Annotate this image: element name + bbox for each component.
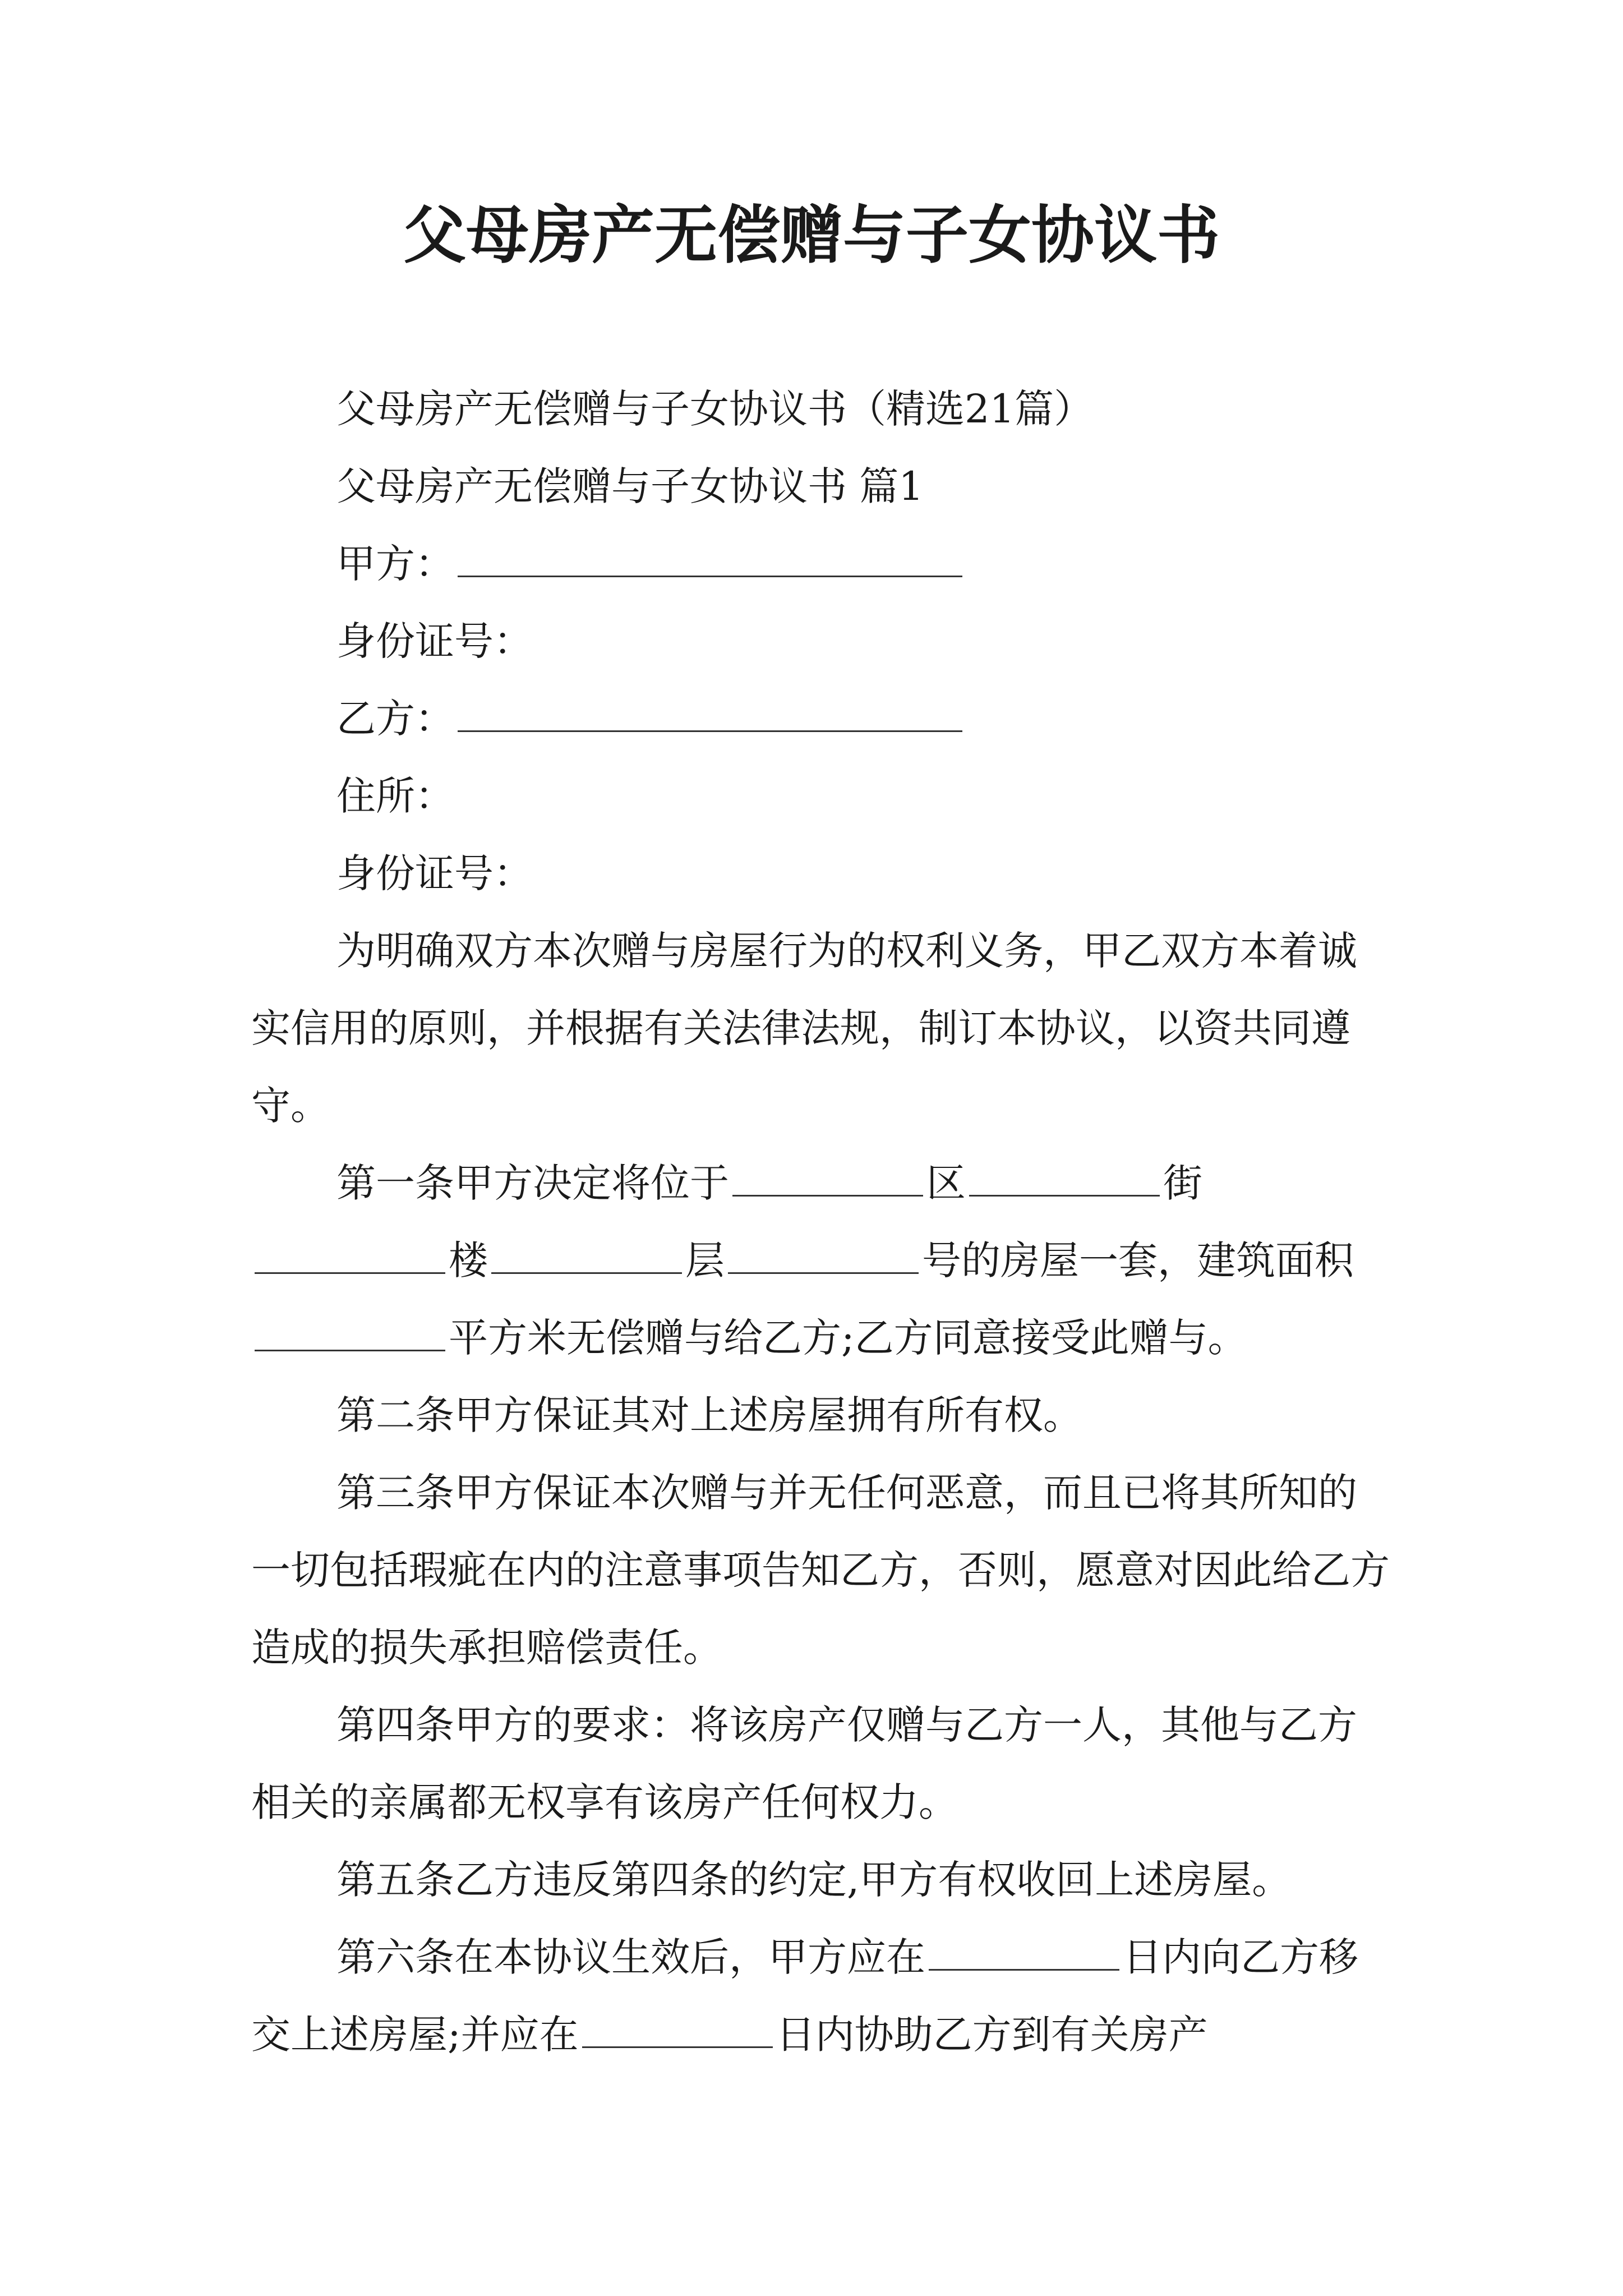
fill-in-blank[interactable] [728, 1233, 919, 1274]
document-title: 父母房产无偿赠与子女协议书 [403, 199, 1220, 272]
paragraph-field [251, 835, 1395, 912]
paragraph-text: 身份证号： [336, 850, 533, 896]
paragraph-text: 第五条乙方违反第四条的约定,甲方有权收回上述房屋。 [336, 1857, 1292, 1903]
paragraph-text: 号的房屋一套，建筑面积 [922, 1237, 1354, 1283]
paragraph-text: 日内向乙方移交上述房屋;并应在 [251, 1934, 1358, 2058]
paragraph-text: 第四条甲方的要求：将该房产仅赠与乙方一人，其他与乙方相关的亲属都无权享有该房产任何权力。 [251, 1702, 1357, 1825]
paragraph-text: 为明确双方本次赠与房屋行为的权利义务，甲乙双方本着诚实信用的原则，并根据有关法律法规，制订本协议，以资共同遵守。 [251, 928, 1357, 1129]
fill-in-blank[interactable] [255, 1310, 445, 1351]
paragraph-text: 日内协助乙方到有关房产 [776, 2012, 1208, 2058]
document-body [251, 370, 1395, 2073]
paragraph-text: 平方米无偿赠与给乙方;乙方同意接受此赠与。 [449, 1315, 1247, 1361]
paragraph-text: 第三条甲方保证本次赠与并无任何恶意，而且已将其所知的一切包括瑕疵在内的注意事项告知乙方，否则，愿意对因此给乙方造成的损失承担赔偿责任。 [251, 1470, 1390, 1671]
fill-in-blank[interactable] [969, 1156, 1160, 1197]
paragraph-field [251, 602, 1395, 680]
paragraph-clause [251, 1686, 1395, 1841]
paragraph-text: 乙方： [336, 696, 454, 742]
paragraph-text: 第一条甲方决定将位于 [336, 1160, 729, 1206]
paragraph-text: 楼 [449, 1237, 488, 1283]
paragraph-text: 甲方： [336, 541, 454, 587]
paragraph-clause [251, 912, 1395, 1144]
paragraph-text: 街 [1163, 1160, 1202, 1206]
paragraph-text: 住所： [336, 773, 454, 819]
paragraph-text: 第二条甲方保证其对上述房屋拥有所有权。 [336, 1392, 1082, 1438]
paragraph-clause [251, 1144, 1395, 1377]
fill-in-blank[interactable] [491, 1233, 682, 1274]
paragraph-text: 父母房产无偿赠与子女协议书 篇1 [336, 463, 924, 509]
paragraph-line [251, 448, 1395, 525]
paragraph-field [251, 757, 1395, 835]
fill-in-blank[interactable] [458, 691, 962, 732]
paragraph-clause [251, 1841, 1395, 1918]
paragraph-clause [251, 1377, 1395, 1454]
paragraph-line [251, 370, 1395, 448]
paragraph-text: 层 [685, 1237, 725, 1283]
paragraph-text: 第六条在本协议生效后，甲方应在 [336, 1934, 925, 1980]
fill-in-blank[interactable] [732, 1156, 923, 1197]
fill-in-blank[interactable] [929, 1930, 1119, 1971]
paragraph-clause [251, 1918, 1395, 2073]
fill-in-blank[interactable] [458, 536, 962, 577]
paragraph-text: 身份证号： [336, 618, 533, 664]
fill-in-blank[interactable] [255, 1233, 445, 1274]
paragraph-field [251, 525, 1395, 602]
paragraph-text: 区 [926, 1160, 966, 1206]
paragraph-field [251, 680, 1395, 757]
fill-in-blank[interactable] [582, 2007, 773, 2048]
paragraph-clause [251, 1454, 1395, 1686]
paragraph-text: 父母房产无偿赠与子女协议书（精选21篇） [336, 386, 1094, 432]
